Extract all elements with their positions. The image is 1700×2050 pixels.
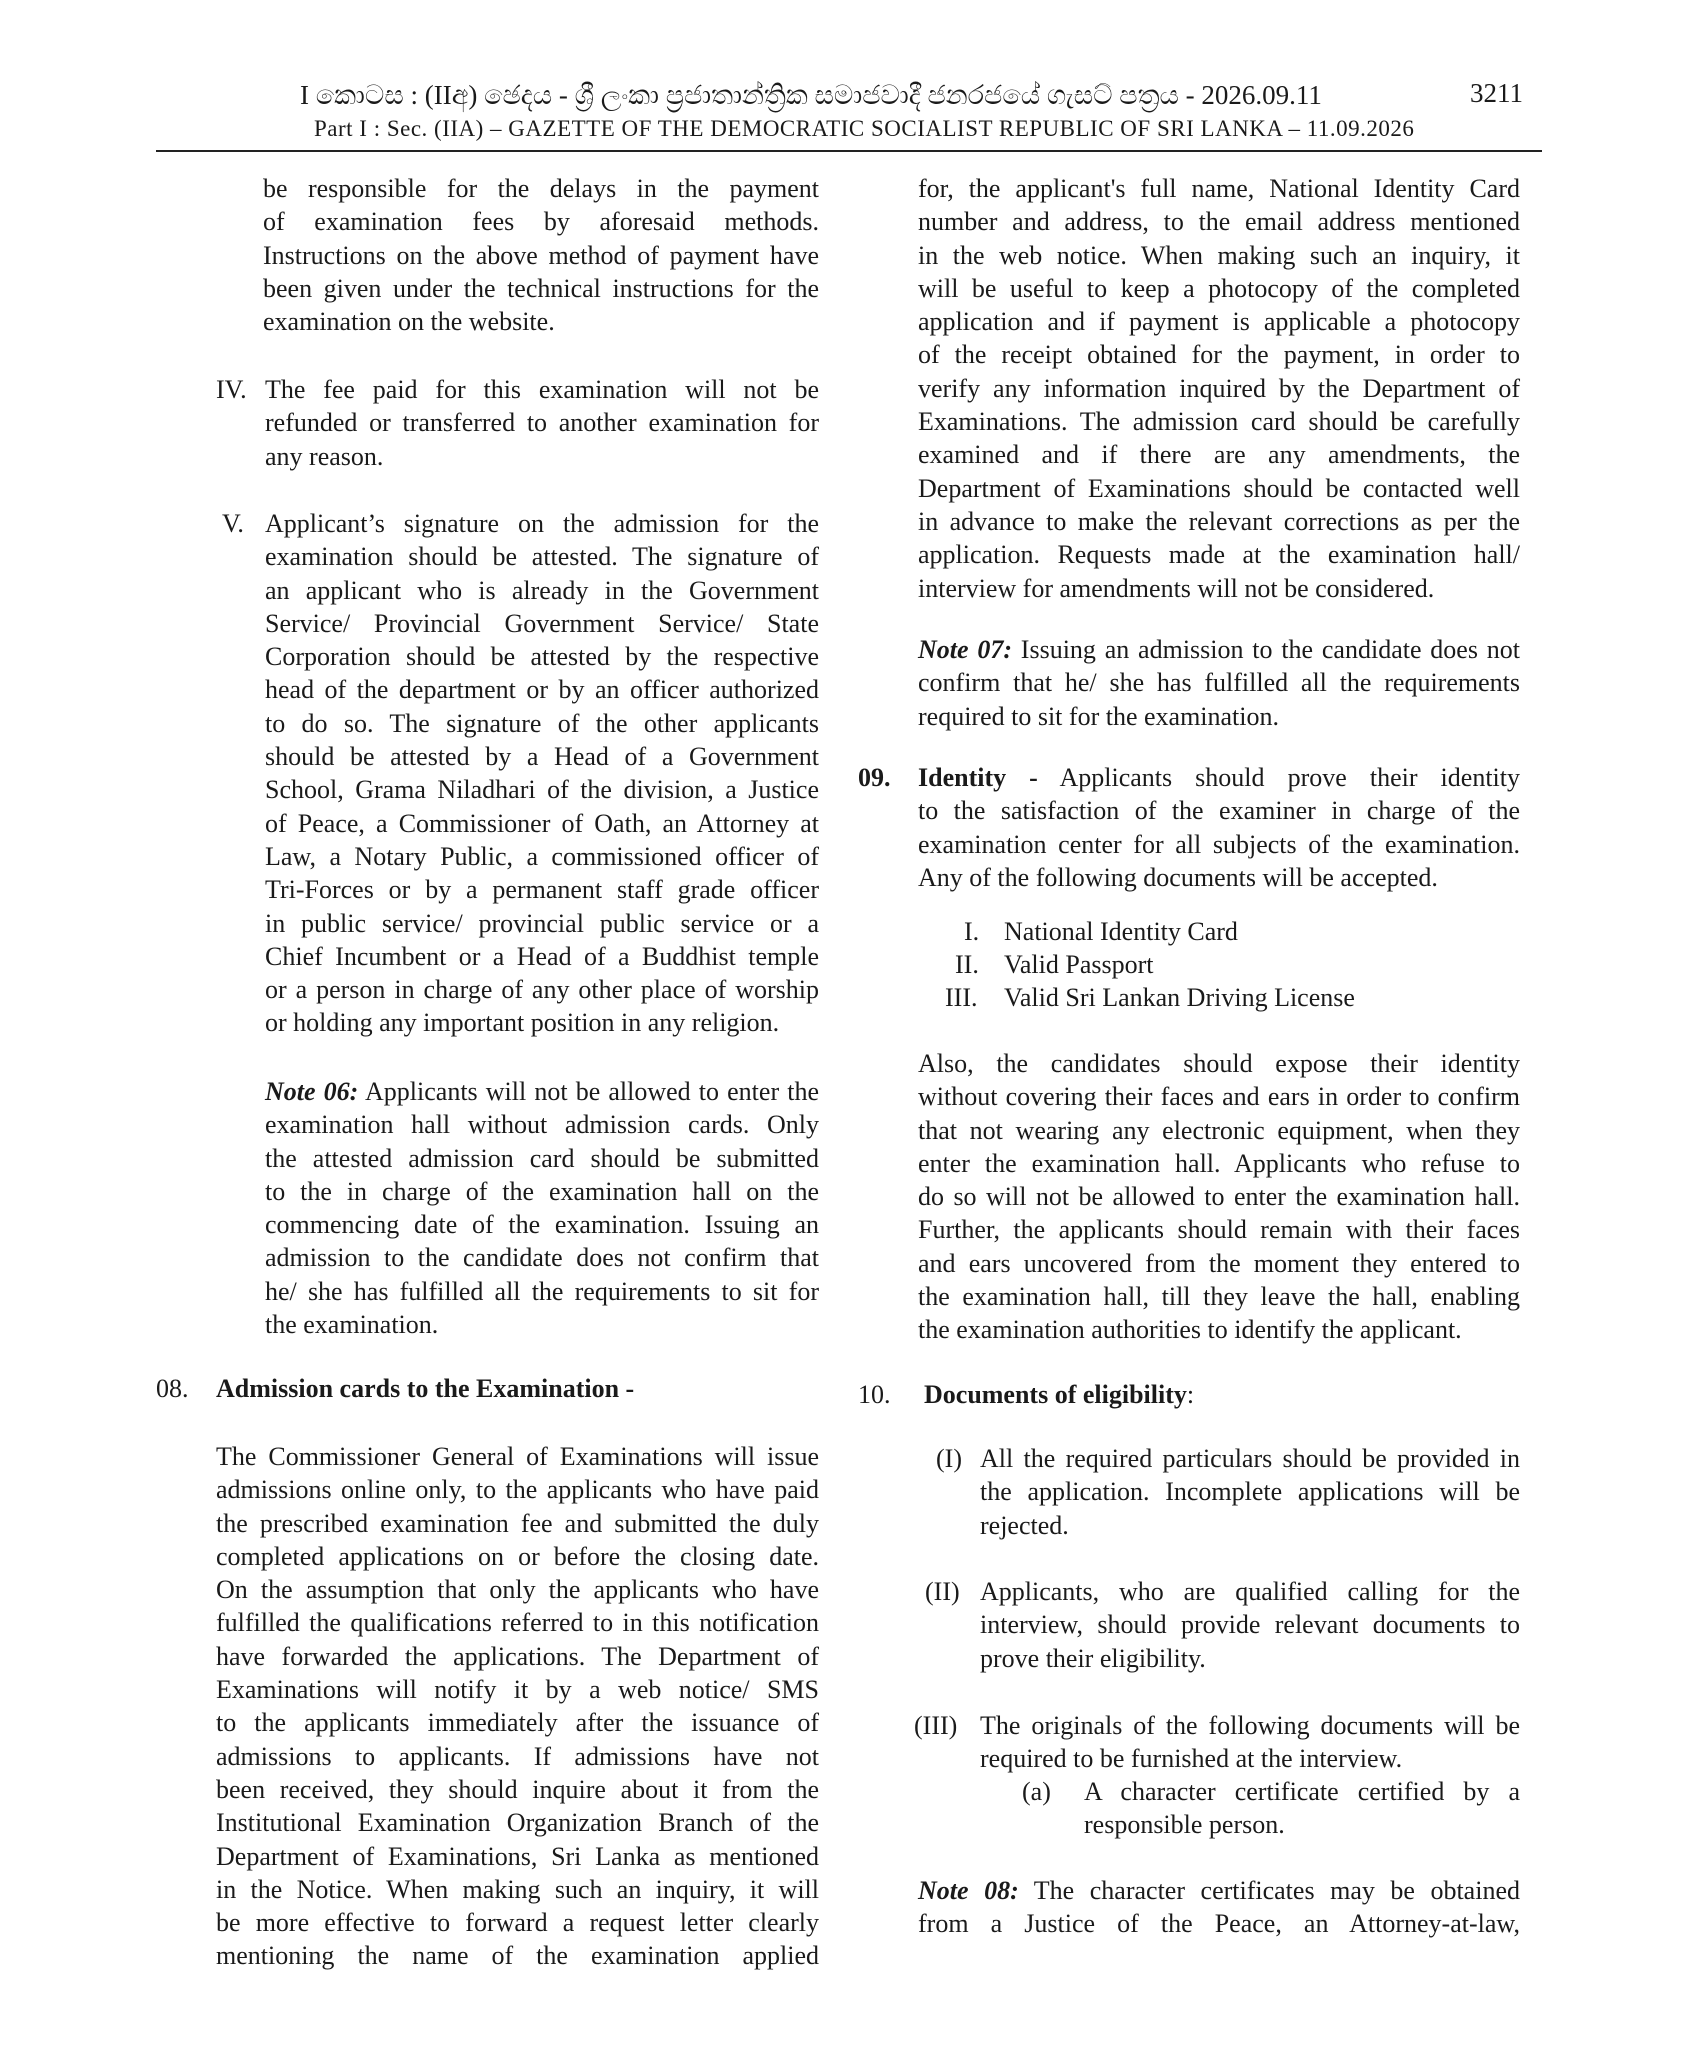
section-number-10: 10. [858, 1380, 891, 1409]
text-line: Instructions on the above method of payment have [263, 240, 819, 270]
subitem-number-i: (I) [936, 1444, 962, 1473]
id-doc-number: II. [955, 950, 979, 979]
text-line: of Peace, a Commissioner of Oath, an Attorney at [265, 808, 819, 838]
text-line: required to sit for the examination. [918, 701, 1280, 731]
text-line: the examination. [265, 1310, 439, 1340]
section-10-heading-colon: : [1186, 1380, 1195, 1409]
text-line: the examination hall, till they leave the hall, enabling [918, 1282, 1520, 1312]
text-line: admissions online only, to the applicants who have paid [216, 1475, 819, 1505]
section-09-heading: Identity - [918, 763, 1038, 792]
text-line: to the applicants immediately after the issuance of [216, 1708, 819, 1738]
text-line: in the web notice. When making such an inquiry, it [918, 240, 1520, 270]
text-line: commencing date of the examination. Issuing an [265, 1210, 819, 1240]
text-line: that not wearing any electronic equipment, when they [918, 1115, 1520, 1145]
text-line: Applicant’s signature on the admission for the [265, 509, 819, 538]
text-line: examination center for all subjects of the examination. [918, 829, 1520, 859]
id-doc-number: I. [964, 917, 980, 946]
subitem-number-iii: (III) [914, 1711, 958, 1740]
text-line: and ears uncovered from the moment they entered to [918, 1248, 1520, 1278]
note-06 [265, 1075, 819, 1341]
item-iv [265, 373, 819, 473]
section-09-intro [918, 761, 1520, 894]
text-line: application and if payment is applicable a photocopy [918, 307, 1520, 337]
note-07 [918, 633, 1520, 733]
section-10-heading [924, 1378, 1194, 1411]
text-line: been given under the technical instructions for the [263, 273, 819, 303]
text-line: required to be furnished at the interview. [980, 1744, 1403, 1774]
text-line: do so will not be allowed to enter the examination hall. [918, 1182, 1520, 1212]
text-line: in public service/ provincial public service or a [265, 908, 819, 938]
page-number: 3211 [1470, 78, 1523, 108]
section-09-also [918, 1047, 1520, 1347]
note-06-first-text: Applicants will not be allowed to enter the [358, 1077, 819, 1106]
text-line: Any of the following documents will be accepted. [918, 862, 1438, 892]
text-line: Tri-Forces or by a permanent staff grade officer [265, 875, 819, 905]
text-line: confirm that he/ she has fulfilled all the requirements [918, 668, 1520, 698]
section-09-first-text: Applicants should prove their identity [1037, 763, 1520, 792]
text-line: Examinations. The admission card should be carefully [918, 407, 1520, 437]
text-line: examined and if there are any amendments, the [918, 440, 1520, 470]
text-line [918, 633, 1520, 666]
text-line: verify any information inquired by the Department of [918, 373, 1520, 403]
text-line: admission to the candidate does not confirm that [265, 1243, 819, 1273]
subitem-number-ii: (II) [925, 1577, 960, 1606]
text-line: application. Requests made at the examination hall/ [918, 540, 1520, 570]
id-doc-item: Valid Sri Lankan Driving License [1004, 983, 1355, 1012]
section-10-item-a [1084, 1775, 1520, 1842]
text-line: without covering their faces and ears in order to confirm [918, 1082, 1520, 1112]
text-line: he/ she has fulfilled all the requirements to sit for [265, 1276, 819, 1306]
text-line: Applicants, who are qualified calling for the [980, 1577, 1520, 1606]
text-line: examination hall without admission cards. Only [265, 1110, 819, 1140]
text-line: the examination authorities to identify the applicant. [918, 1315, 1462, 1345]
text-line: completed applications on or before the closing date. [216, 1541, 819, 1571]
text-line: All the required particulars should be provided in [980, 1444, 1520, 1473]
text-line: refunded or transferred to another examination for [265, 408, 819, 438]
text-line: be more effective to forward a request letter clearly [216, 1908, 819, 1938]
text-line: be responsible for the delays in the payment [263, 174, 819, 203]
section-08-heading: Admission cards to the Examination - [216, 1374, 635, 1403]
id-doc-item: Valid Passport [1004, 950, 1154, 979]
text-line: should be attested by a Head of a Government [265, 742, 819, 772]
text-line: any reason. [265, 441, 384, 471]
section-number-08: 08. [156, 1374, 189, 1403]
note-07-first-text: Issuing an admission to the candidate does not [1012, 635, 1520, 664]
text-line: number and address, to the email address mentioned [918, 207, 1520, 237]
section-iii-continuation [263, 172, 819, 338]
text-line: responsible person. [1084, 1810, 1285, 1840]
text-line: The originals of the following documents will be [980, 1711, 1520, 1740]
text-line: of the receipt obtained for the payment, in order to [918, 340, 1520, 370]
note-07-label: Note 07: [918, 635, 1012, 664]
section-number-09: 09. [858, 763, 891, 792]
item-v [265, 507, 819, 1040]
text-line: the attested admission card should be submitted [265, 1143, 819, 1173]
text-line: Law, a Notary Public, a commissioned officer of [265, 841, 819, 871]
text-line: Department of Examinations should be contacted well [918, 473, 1520, 503]
text-line: enter the examination hall. Applicants who refuse to [918, 1148, 1520, 1178]
text-line: for, the applicant's full name, National Identity Card [918, 174, 1520, 203]
section-10-item-i [980, 1442, 1520, 1542]
text-line: rejected. [980, 1510, 1069, 1540]
text-line: The Commissioner General of Examinations will issue [216, 1442, 819, 1471]
note-08 [918, 1874, 1520, 1941]
text-line: admissions to applicants. If admissions have not [216, 1741, 819, 1771]
text-line: have forwarded the applications. The Department of [216, 1641, 819, 1671]
text-line: Corporation should be attested by the respective [265, 642, 819, 672]
text-line: School, Grama Niladhari of the division, a Justice [265, 775, 819, 805]
text-line: examination should be attested. The signature of [265, 542, 819, 572]
text-line: The fee paid for this examination will not be [265, 375, 819, 404]
text-line: will be useful to keep a photocopy of the completed [918, 273, 1520, 303]
text-line: fulfilled the qualifications referred to in this notification [216, 1608, 819, 1638]
note-08-first-text: The character certificates may be obtained [1018, 1876, 1520, 1905]
section-10-item-ii [980, 1575, 1520, 1675]
section-10-item-iii [980, 1709, 1520, 1776]
text-line: mentioning the name of the examination applied [216, 1941, 819, 1971]
header-sinhala: I කොටස : (IIඅ) ඡෙදය - ශ්‍රී ලංකා ප්‍රජාතාන්ත්‍රික සමාජවාදී ජනරජයේ ගැසට් පත්‍රය - 2026.09.11 [300, 80, 1322, 110]
text-line: from a Justice of the Peace, an Attorney-at-law, [918, 1909, 1520, 1939]
text-line: head of the department or by an officer authorized [265, 675, 819, 705]
text-line: the application. Incomplete applications will be [980, 1477, 1520, 1507]
section-10-heading-text: Documents of eligibility [924, 1380, 1187, 1409]
text-line: examination on the website. [263, 307, 555, 337]
header-rule [156, 150, 1542, 152]
text-line: an applicant who is already in the Government [265, 575, 819, 605]
text-line: of examination fees by aforesaid methods. [263, 207, 819, 237]
header-english: Part I : Sec. (IIA) – GAZETTE OF THE DEMOCRATIC SOCIALIST REPUBLIC OF SRI LANKA – 11.09.2026 [314, 116, 1415, 141]
text-line: Chief Incumbent or a Head of a Buddhist temple [265, 941, 819, 971]
section-08-continuation [918, 172, 1520, 605]
section-08-body [216, 1440, 819, 1973]
text-line: to do so. The signature of the other applicants [265, 708, 819, 738]
text-line: A character certificate certified by a [1084, 1777, 1520, 1806]
text-line: the prescribed examination fee and submitted the duly [216, 1508, 819, 1538]
item-number-iv: IV. [216, 375, 247, 404]
text-line [918, 1874, 1520, 1907]
text-line: Also, the candidates should expose their identity [918, 1049, 1520, 1078]
text-line [918, 761, 1520, 794]
note-06-label: Note 06: [265, 1077, 359, 1106]
text-line: or holding any important position in any religion. [265, 1008, 780, 1038]
text-line: Department of Examinations, Sri Lanka as mentioned [216, 1841, 819, 1871]
text-line: Service/ Provincial Government Service/ State [265, 608, 819, 638]
text-line: Institutional Examination Organization Branch of the [216, 1808, 819, 1838]
text-line: been received, they should inquire about it from the [216, 1774, 819, 1804]
item-number-v: V. [222, 509, 244, 538]
id-doc-item: National Identity Card [1004, 917, 1238, 946]
text-line: On the assumption that only the applicants who have [216, 1575, 819, 1605]
text-line: to the in charge of the examination hall on the [265, 1176, 819, 1206]
note-08-label: Note 08: [918, 1876, 1019, 1905]
id-doc-number: III. [945, 983, 978, 1012]
text-line: in advance to make the relevant corrections as per the [918, 506, 1520, 536]
text-line: to the satisfaction of the examiner in charge of the [918, 796, 1520, 826]
text-line: prove their eligibility. [980, 1643, 1206, 1673]
text-line: interview, should provide relevant documents to [980, 1610, 1520, 1640]
subitem-number-a: (a) [1022, 1777, 1051, 1806]
text-line: in the Notice. When making such an inquiry, it will [216, 1874, 819, 1904]
text-line: Examinations will notify it by a web notice/ SMS [216, 1675, 819, 1705]
text-line: or a person in charge of any other place of worship [265, 975, 819, 1005]
text-line [265, 1075, 819, 1108]
text-line: Further, the applicants should remain with their faces [918, 1215, 1520, 1245]
text-line: interview for amendments will not be considered. [918, 573, 1435, 603]
